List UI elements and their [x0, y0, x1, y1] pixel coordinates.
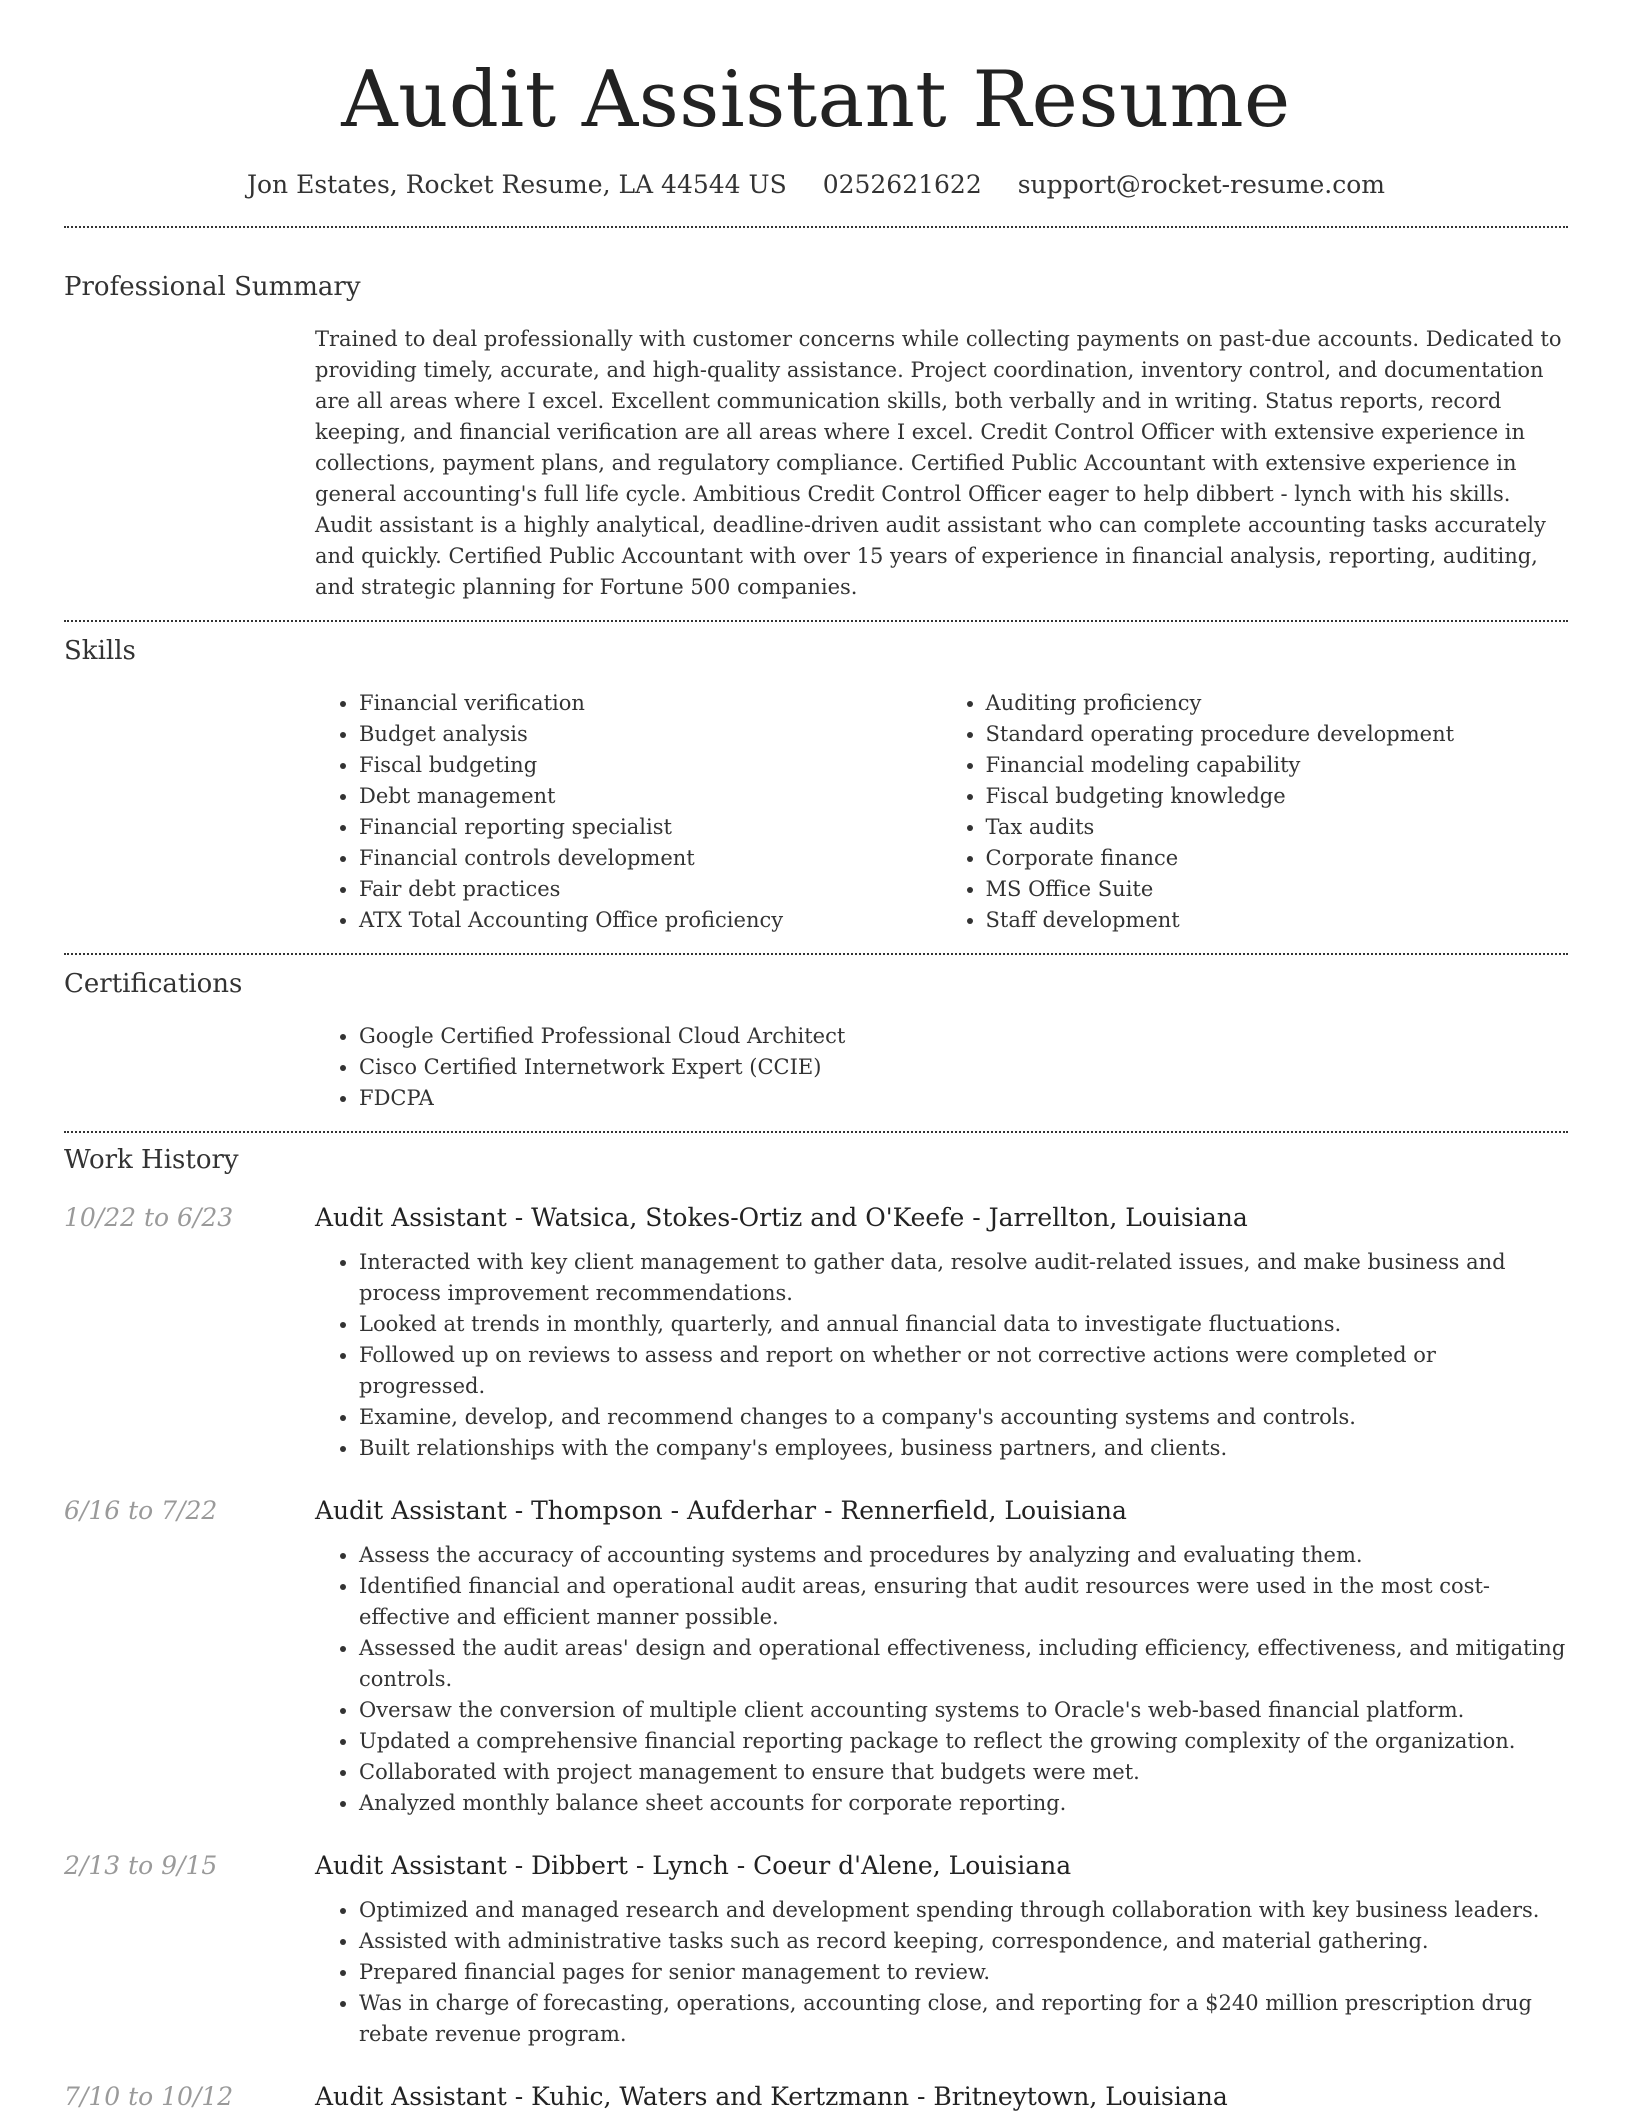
job-bullet: • Assess the accuracy of accounting systems and procedures by analyzing and evaluating them. — [359, 1540, 1568, 1571]
job-entry — [64, 1849, 1568, 2050]
job-bullet: • Interacted with key client management to gather data, resolve audit-related issues, and make business and process improvement recommendations. — [359, 1247, 1568, 1309]
skill-item: • Financial verification — [359, 688, 942, 719]
certification-item: • FDCPA — [359, 1083, 1568, 1114]
certification-item: • Cisco Certified Internetwork Expert (CCIE) — [359, 1052, 1568, 1083]
resume-page — [64, 0, 1568, 2126]
skills-heading: Skills — [64, 636, 136, 666]
job-bullet: • Oversaw the conversion of multiple client accounting systems to Oracle's web-based financial platform. — [359, 1695, 1568, 1726]
summary-text: Trained to deal professionally with customer concerns while collecting payments on past-due accounts. Dedicated to providing timely, accurate, and high-quality assistance. Project coordination, inventory control, and documentation are all areas where I excel. Excellent communication skills, both verbally and in writing. Status reports, record keeping, and financial verification are all areas where I excel. Credit Control Officer with extensive experience in collections, payment plans, and regulatory compliance. Certified Public Accountant with extensive experience in general accounting's full life cycle. Ambitious Credit Control Officer eager to help dibbert - lynch with his skills. Audit assistant is a highly analytical, deadline-driven audit assistant who can complete accounting tasks accurately and quickly. Certified Public Accountant with over 15 years of experience in financial analysis, reporting, auditing, and strategic planning for Fortune 500 companies. — [315, 327, 1562, 599]
certifications-content — [315, 1021, 1568, 1114]
skill-item: • ATX Total Accounting Office proficiency — [359, 905, 942, 936]
job-bullet: • Prepared financial pages for senior management to review. — [359, 1957, 1568, 1988]
job-bullet: • Optimized and managed research and development spending through collaboration with key business leaders. — [359, 1895, 1568, 1926]
job-body — [315, 2080, 1568, 2126]
skill-item: • Fair debt practices — [359, 874, 942, 905]
skills-list-left — [315, 688, 942, 936]
job-body — [315, 1201, 1568, 1464]
job-title: Audit Assistant - Thompson - Aufderhar - Rennerfield, Louisiana — [315, 1496, 1127, 1525]
skill-item: • MS Office Suite — [986, 874, 1569, 905]
certification-item: • Google Certified Professional Cloud Architect — [359, 1021, 1568, 1052]
skills-section — [64, 622, 1568, 936]
contact-email: support@rocket-resume.com — [1017, 170, 1386, 199]
skill-item: • Debt management — [359, 781, 942, 812]
skill-item: • Auditing proficiency — [986, 688, 1569, 719]
job-title: Audit Assistant - Watsica, Stokes-Ortiz and O'Keefe - Jarrellton, Louisiana — [315, 1203, 1248, 1232]
job-bullet: • Identified financial and operational audit areas, ensuring that audit resources were used in the most cost-effective and efficient manner possible. — [359, 1571, 1568, 1633]
job-bullet: • Assisted with administrative tasks such as record keeping, correspondence, and material gathering. — [359, 1926, 1568, 1957]
contact-address: Jon Estates, Rocket Resume, LA 44544 US — [246, 170, 787, 199]
work-section — [64, 1133, 1568, 2126]
skills-content — [315, 688, 1568, 936]
skills-columns — [315, 688, 1568, 936]
job-title: Audit Assistant - Kuhic, Waters and Kertzmann - Britneytown, Louisiana — [315, 2082, 1228, 2111]
contact-phone: 0252621622 — [822, 170, 982, 199]
job-bullet: • Updated a comprehensive financial reporting package to reflect the growing complexity of the organization. — [359, 1726, 1568, 1757]
job-bullet: • Looked at trends in monthly, quarterly, and annual financial data to investigate fluctuations. — [359, 1309, 1568, 1340]
contact-line — [64, 168, 1568, 202]
summary-content — [315, 324, 1568, 603]
summary-heading: Professional Summary — [64, 272, 361, 302]
skill-item: • Tax audits — [986, 812, 1569, 843]
skill-item: • Fiscal budgeting — [359, 750, 942, 781]
work-heading: Work History — [64, 1145, 239, 1175]
skill-item: • Financial modeling capability — [986, 750, 1569, 781]
skill-item: • Budget analysis — [359, 719, 942, 750]
job-dates: 6/16 to 7/22 — [64, 1496, 218, 1525]
job-bullet: • Collaborated with project management to ensure that budgets were met. — [359, 1757, 1568, 1788]
job-bullets — [315, 1540, 1568, 1819]
job-bullet: • Analyzed monthly balance sheet accounts for corporate reporting. — [359, 1788, 1568, 1819]
skills-list-right — [942, 688, 1569, 936]
job-body — [315, 1494, 1568, 1819]
job-dates: 7/10 to 10/12 — [64, 2082, 234, 2111]
job-bullets — [315, 1247, 1568, 1464]
summary-section — [64, 228, 1568, 603]
resume-title: Audit Assistant Resume — [341, 55, 1291, 145]
certifications-list — [315, 1021, 1568, 1114]
skill-item: • Corporate finance — [986, 843, 1569, 874]
job-dates: 10/22 to 6/23 — [64, 1203, 234, 1232]
job-bullet: • Followed up on reviews to assess and report on whether or not corrective actions were completed or progressed. — [359, 1340, 1568, 1402]
skill-item: • Financial reporting specialist — [359, 812, 942, 843]
skill-item: • Fiscal budgeting knowledge — [986, 781, 1569, 812]
job-bullet: • Was in charge of forecasting, operations, accounting close, and reporting for a $240 million prescription drug rebate revenue program. — [359, 1988, 1568, 2050]
job-bullet: • Built relationships with the company's employees, business partners, and clients. — [359, 1433, 1568, 1464]
certifications-section — [64, 955, 1568, 1114]
skill-item: • Standard operating procedure development — [986, 719, 1569, 750]
job-dates: 2/13 to 9/15 — [64, 1851, 218, 1880]
job-bullet: • Examine, develop, and recommend changes to a company's accounting systems and controls. — [359, 1402, 1568, 1433]
job-bullet: • Assessed the audit areas' design and operational effectiveness, including efficiency, effectiveness, and mitigating controls. — [359, 1633, 1568, 1695]
job-entry — [64, 2080, 1568, 2126]
skill-item: • Staff development — [986, 905, 1569, 936]
job-body — [315, 1849, 1568, 2050]
job-entry — [64, 1201, 1568, 1464]
job-bullets — [315, 1895, 1568, 2050]
job-entry — [64, 1494, 1568, 1819]
skill-item: • Financial controls development — [359, 843, 942, 874]
certifications-heading: Certifications — [64, 969, 243, 999]
job-title: Audit Assistant - Dibbert - Lynch - Coeur d'Alene, Louisiana — [315, 1851, 1072, 1880]
